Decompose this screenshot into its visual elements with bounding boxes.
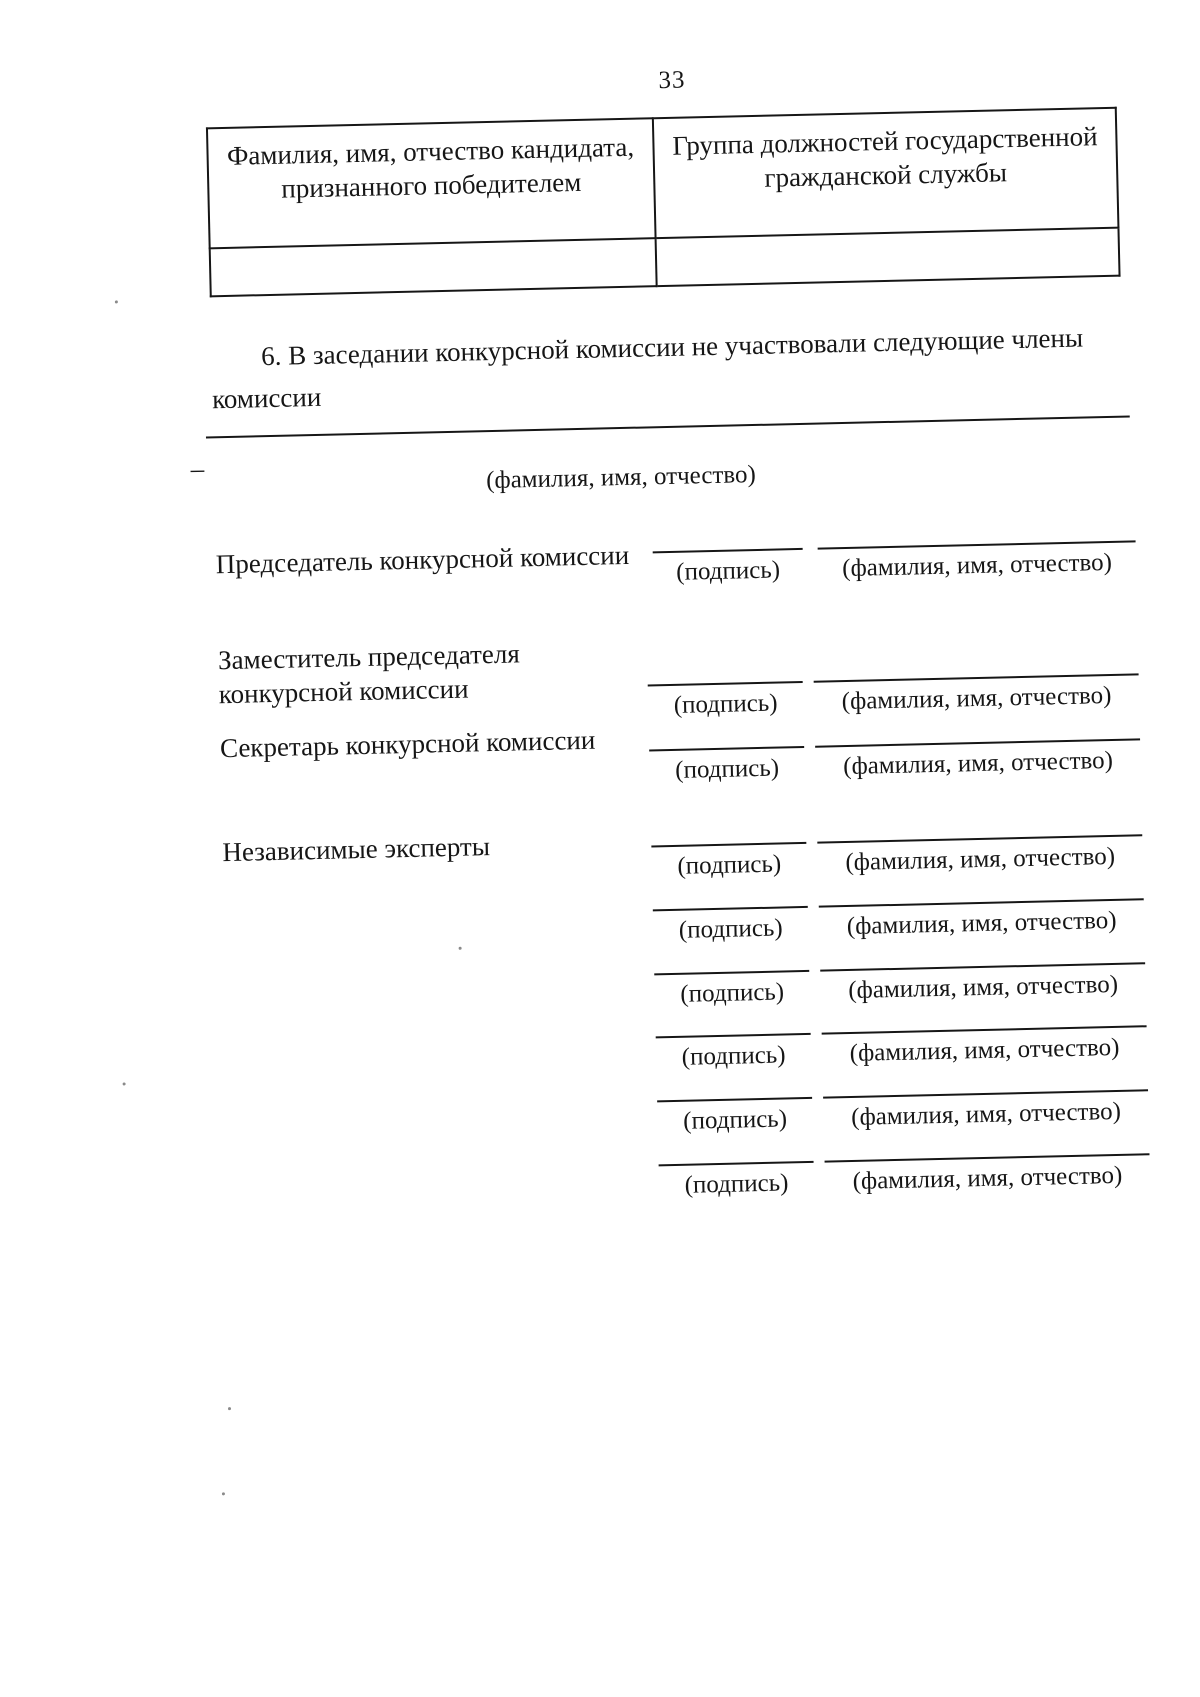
scan-speck [123, 1082, 126, 1085]
expert-signature-caption: (подпись) [681, 1041, 786, 1071]
chairman-fio-line [818, 540, 1136, 549]
chairman-fio-caption: (фамилия, имя, отчество) [841, 548, 1113, 583]
expert-signature-line [653, 906, 808, 912]
experts-label: Независимые эксперты [222, 831, 491, 868]
deputy-chairman-label: Заместитель председателя конкурсной комиссии [217, 638, 521, 710]
expert-signature-line [656, 1033, 811, 1039]
expert-fio-line [822, 1025, 1147, 1034]
winners-table-header-row [207, 108, 1118, 249]
deputy-fio-caption: (фамилия, имя, отчество) [841, 681, 1112, 716]
service-group-cell [656, 228, 1120, 286]
secretary-label: Секретарь конкурсной комиссии [219, 724, 596, 764]
expert-fio-line [817, 834, 1142, 843]
expert-signature-line [657, 1097, 812, 1103]
deputy-signature-caption: (подпись) [673, 689, 778, 719]
expert-fio-caption: (фамилия, имя, отчество) [846, 906, 1117, 941]
secretary-fio-caption: (фамилия, имя, отчество) [842, 746, 1114, 781]
expert-fio-caption: (фамилия, имя, отчество) [849, 1033, 1120, 1067]
deputy-fio-line [814, 673, 1139, 682]
scan-speck [222, 1492, 225, 1495]
winners-table [206, 107, 1121, 298]
expert-signature-line [659, 1161, 814, 1167]
expert-signature-line [654, 970, 809, 976]
scan-speck [459, 947, 462, 950]
deputy-signature-line [648, 681, 803, 687]
winner-fio-cell [210, 238, 657, 296]
section-6-text-line1: 6. В заседании конкурсной комиссии не участвовали следующие члены [260, 322, 1084, 372]
secretary-fio-line [815, 738, 1140, 747]
expert-fio-caption: (фамилия, имя, отчество) [852, 1161, 1123, 1195]
expert-signature-caption: (подпись) [677, 850, 782, 880]
expert-fio-line [820, 962, 1145, 971]
expert-signature-caption: (подпись) [682, 1105, 788, 1135]
absent-members-fio-caption: (фамилия, имя, отчество) [485, 460, 757, 495]
expert-signature-caption: (подпись) [684, 1169, 789, 1199]
scan-speck [115, 300, 118, 303]
scan-speck [228, 1407, 231, 1410]
chairman-label: Председатель конкурсной комиссии [215, 539, 630, 580]
page-number: 33 [658, 66, 686, 95]
winner-fio-column-header: Фамилия, имя, отчество кандидата, признанного победителем [207, 118, 656, 248]
expert-fio-caption: (фамилия, имя, отчество) [850, 1097, 1122, 1131]
expert-fio-line [823, 1089, 1148, 1098]
expert-fio-line [825, 1153, 1150, 1162]
expert-signature-line [651, 842, 806, 848]
expert-fio-caption: (фамилия, имя, отчество) [845, 842, 1116, 877]
expert-fio-line [819, 898, 1144, 907]
secretary-signature-caption: (подпись) [674, 754, 780, 784]
dash-mark: – [190, 453, 205, 484]
section-6-text-line2: комиссии [211, 381, 322, 415]
chairman-signature-caption: (подпись) [675, 556, 781, 586]
absent-members-blank-line [206, 415, 1130, 438]
chairman-signature-line [653, 548, 803, 553]
expert-signature-caption: (подпись) [680, 978, 785, 1008]
expert-signature-caption: (подпись) [678, 914, 783, 944]
expert-fio-caption: (фамилия, имя, отчество) [848, 970, 1119, 1005]
service-group-column-header: Группа должностей государственной гражданской службы [653, 108, 1119, 238]
